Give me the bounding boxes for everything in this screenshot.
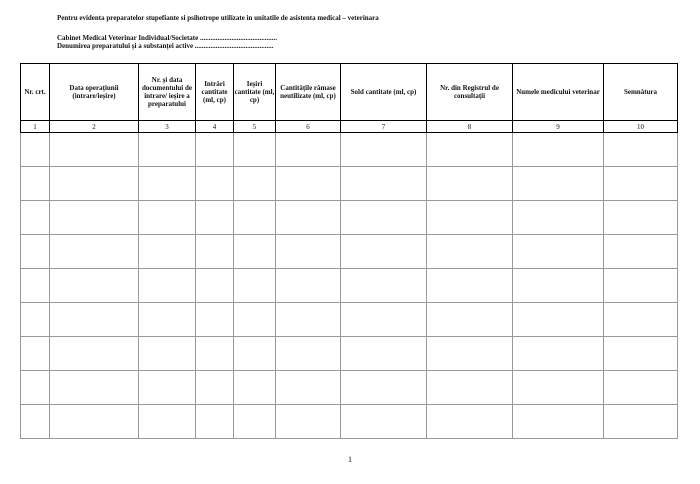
table-cell: [513, 405, 604, 439]
table-cell: [513, 235, 604, 269]
header-nr-crt: Nr. crt.: [21, 64, 50, 121]
table-cell: [234, 405, 276, 439]
table-cell: [50, 371, 139, 405]
table-cell: [234, 235, 276, 269]
document-title: Pentru evidenta preparatelor stupefiante si psihotrope utilizate in unitatile de asistenta medical – veterinara: [57, 14, 379, 22]
column-number: 10: [604, 121, 678, 133]
table-cell: [21, 405, 50, 439]
table-cell: [604, 303, 678, 337]
table-row: [21, 337, 678, 371]
table-cell: [341, 167, 427, 201]
table-cell: [341, 303, 427, 337]
table-cell: [604, 405, 678, 439]
table-cell: [427, 133, 513, 167]
table-row: [21, 133, 678, 167]
table-cell: [21, 337, 50, 371]
header-cantitati-ramase: Cantitățile rămase neutilizate (ml, cp): [276, 64, 341, 121]
table-row: [21, 269, 678, 303]
table-cell: [139, 269, 196, 303]
table-cell: [139, 133, 196, 167]
table-row: [21, 167, 678, 201]
header-iesiri: Ieșiri cantitate (ml, cp): [234, 64, 276, 121]
table-cell: [276, 201, 341, 235]
header-semnatura: Semnătura: [604, 64, 678, 121]
table-row: [21, 405, 678, 439]
table-cell: [50, 167, 139, 201]
register-table: [20, 63, 678, 439]
header-numele-medicului: Numele medicului veterinar: [513, 64, 604, 121]
table-cell: [196, 167, 234, 201]
table-cell: [341, 337, 427, 371]
table-cell: [139, 303, 196, 337]
table-cell: [513, 201, 604, 235]
table-row: [21, 235, 678, 269]
header-sold: Sold cantitate (ml, cp): [341, 64, 427, 121]
column-number: 3: [139, 121, 196, 133]
table-cell: [341, 201, 427, 235]
column-number: 7: [341, 121, 427, 133]
page-number: 1: [348, 455, 352, 464]
table-cell: [427, 201, 513, 235]
table-cell: [50, 405, 139, 439]
table-cell: [604, 167, 678, 201]
table-cell: [513, 337, 604, 371]
table-cell: [604, 201, 678, 235]
column-number: 9: [513, 121, 604, 133]
table-cell: [234, 337, 276, 371]
table-cell: [234, 133, 276, 167]
header-row: [21, 64, 678, 121]
table-cell: [604, 337, 678, 371]
table-cell: [427, 235, 513, 269]
table-cell: [139, 405, 196, 439]
table-cell: [139, 201, 196, 235]
table-cell: [50, 133, 139, 167]
table-cell: [341, 371, 427, 405]
table-cell: [50, 235, 139, 269]
table-row: [21, 201, 678, 235]
table-cell: [513, 269, 604, 303]
table-cell: [234, 371, 276, 405]
column-number: 4: [196, 121, 234, 133]
column-number: 6: [276, 121, 341, 133]
table-cell: [21, 303, 50, 337]
table-cell: [276, 371, 341, 405]
table-cell: [604, 269, 678, 303]
table-cell: [21, 235, 50, 269]
table-cell: [604, 371, 678, 405]
table-cell: [234, 269, 276, 303]
table-cell: [276, 269, 341, 303]
column-number: 5: [234, 121, 276, 133]
table-cell: [139, 337, 196, 371]
table-cell: [341, 133, 427, 167]
table-cell: [50, 337, 139, 371]
table-cell: [50, 303, 139, 337]
table-cell: [21, 167, 50, 201]
table-cell: [427, 167, 513, 201]
table-cell: [513, 167, 604, 201]
table-cell: [196, 405, 234, 439]
column-number: 2: [50, 121, 139, 133]
table-cell: [513, 303, 604, 337]
header-data-operatiunii: Data operațiunii (intrare/ieșire): [50, 64, 139, 121]
table-cell: [513, 133, 604, 167]
table-cell: [427, 337, 513, 371]
table-cell: [234, 303, 276, 337]
table-cell: [234, 201, 276, 235]
table-cell: [196, 337, 234, 371]
header-registru-consultatii: Nr. din Registrul de consultații: [427, 64, 513, 121]
table-cell: [276, 167, 341, 201]
table-cell: [50, 269, 139, 303]
cabinet-line: Cabinet Medical Veterinar Individual/Societate ............................................: [57, 34, 277, 42]
header-nr-data-document: Nr. și data documentului de intrare/ ieșire a preparatului: [139, 64, 196, 121]
table-row: [21, 303, 678, 337]
table-cell: [139, 235, 196, 269]
preparation-name-line: Denumirea preparatului și a substanței active .............................................: [57, 42, 274, 50]
table-cell: [276, 337, 341, 371]
table-cell: [21, 201, 50, 235]
table-cell: [427, 371, 513, 405]
table-row: [21, 371, 678, 405]
table-cell: [341, 235, 427, 269]
table-cell: [427, 405, 513, 439]
table-cell: [604, 235, 678, 269]
table-cell: [21, 371, 50, 405]
table-cell: [234, 167, 276, 201]
table-cell: [276, 405, 341, 439]
table-cell: [604, 133, 678, 167]
header-intrari: Intrări cantitate (ml, cp): [196, 64, 234, 121]
table-cell: [276, 133, 341, 167]
column-number: 1: [21, 121, 50, 133]
table-cell: [341, 269, 427, 303]
table-cell: [196, 269, 234, 303]
table-cell: [513, 371, 604, 405]
table-cell: [276, 303, 341, 337]
column-number: 8: [427, 121, 513, 133]
column-number-row: [21, 121, 678, 133]
table-cell: [21, 133, 50, 167]
table-cell: [139, 371, 196, 405]
table-cell: [341, 405, 427, 439]
table-cell: [196, 235, 234, 269]
table-cell: [196, 133, 234, 167]
table-cell: [50, 201, 139, 235]
table-cell: [196, 303, 234, 337]
table-cell: [427, 269, 513, 303]
table-cell: [427, 303, 513, 337]
table-cell: [21, 269, 50, 303]
table-cell: [196, 371, 234, 405]
table-cell: [276, 235, 341, 269]
table-cell: [139, 167, 196, 201]
table-cell: [196, 201, 234, 235]
